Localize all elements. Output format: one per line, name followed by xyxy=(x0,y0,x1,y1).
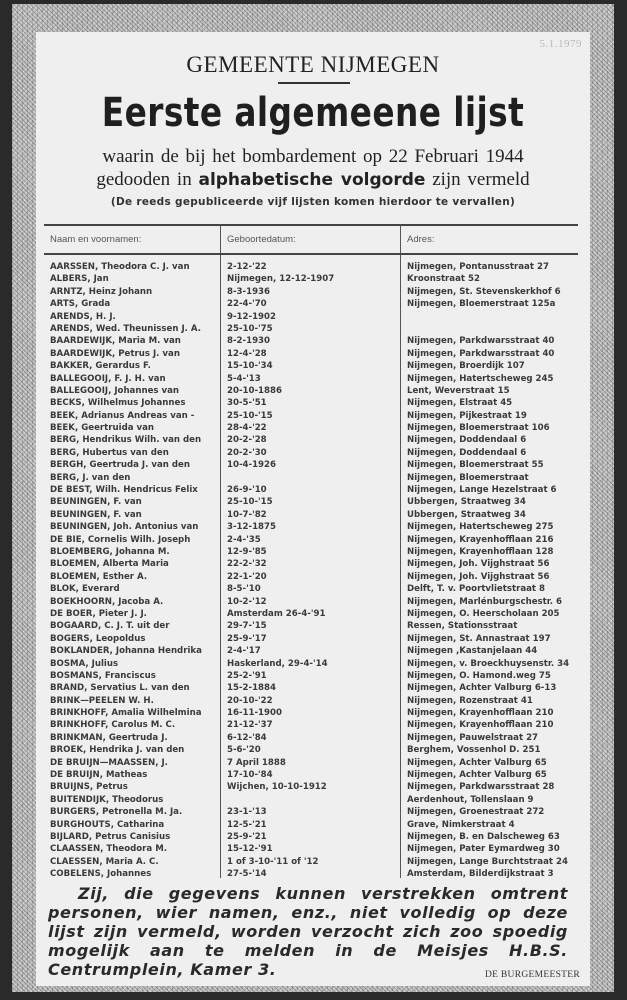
table-row xyxy=(44,794,578,806)
cell-birthdate: 15-10-'34 xyxy=(227,361,273,372)
cell-name: BERG, Hendrikus Wilh. van den xyxy=(50,435,202,446)
table-row xyxy=(44,781,578,793)
cell-address: Aerdenhout, Tollenslaan 9 xyxy=(407,794,534,805)
cell-birthdate: 2-4-'17 xyxy=(227,646,261,657)
cell-address: Ubbergen, Straatweg 34 xyxy=(407,509,526,520)
cell-birthdate: 25-9-'21 xyxy=(227,831,267,842)
table-row xyxy=(44,658,578,670)
cell-birthdate: Wijchen, 10-10-1912 xyxy=(227,782,327,793)
cell-birthdate: 30-5-'51 xyxy=(227,398,267,409)
cell-name: BAKKER, Gerardus F. xyxy=(50,361,151,372)
table-body xyxy=(44,261,578,881)
cell-address: Nijmegen, Hatertscheweg 275 xyxy=(407,522,554,533)
cell-birthdate: 25-2-'91 xyxy=(227,670,267,681)
table-row xyxy=(44,645,578,657)
cell-address: Grave, Nimkerstraat 4 xyxy=(407,819,515,830)
cell-address: Nijmegen, Pontanusstraat 27 xyxy=(407,262,549,272)
cell-address: Nijmegen, Parkdwarsstraat 28 xyxy=(407,782,555,793)
cell-name: BERG, Hubertus van den xyxy=(50,447,169,458)
cell-address: Nijmegen ,Kastanjelaan 44 xyxy=(407,646,538,657)
supersede-note: (De reeds gepubliceerde vijf lijsten komen hierdoor te vervallen) xyxy=(110,196,516,208)
cell-name: BEEK, Geertruida van xyxy=(50,423,155,434)
heading-underline xyxy=(278,82,350,84)
cell-birthdate: Haskerland, 29-4-'14 xyxy=(227,658,328,669)
cell-address: Nijmegen, Achter Valburg 65 xyxy=(407,770,547,781)
cell-name: BEUNINGEN, Joh. Antonius van xyxy=(50,522,199,533)
cell-name: BERGH, Geertruda J. van den xyxy=(50,460,190,471)
cell-address: Nijmegen, Krayenhofflaan 128 xyxy=(407,546,554,557)
cell-address: Nijmegen, Pijkestraat 19 xyxy=(407,410,527,421)
cell-address: Nijmegen, Lange Hezelstraat 6 xyxy=(407,485,557,496)
cell-birthdate: 10-2-'12 xyxy=(227,596,267,607)
table-row xyxy=(44,757,578,769)
table-row xyxy=(44,546,578,558)
table-row xyxy=(44,583,578,595)
table-row xyxy=(44,819,578,831)
cell-name: BOEKHOORN, Jacoba A. xyxy=(50,596,164,607)
cell-name: DE BOER, Pieter J. J. xyxy=(50,608,147,619)
cell-address: Nijmegen, St. Stevenskerkhof 6 xyxy=(407,286,561,297)
table-row xyxy=(44,472,578,484)
table-row xyxy=(44,298,578,310)
table-row xyxy=(44,311,578,323)
table-row xyxy=(44,410,578,422)
cell-birthdate: 22-2-'32 xyxy=(227,559,267,570)
table-row xyxy=(44,856,578,868)
cell-birthdate: 5-4-'13 xyxy=(227,373,261,384)
cell-birthdate: 3-12-1875 xyxy=(227,522,276,533)
cell-name: BRUIJNS, Petrus xyxy=(50,782,128,793)
cell-name: BURGHOUTS, Catharina xyxy=(50,819,165,830)
cell-birthdate: 25-9-'17 xyxy=(227,633,267,644)
cell-birthdate: 25-10-'15 xyxy=(227,410,273,421)
table-row xyxy=(44,707,578,719)
cell-address: Nijmegen, Elstraat 45 xyxy=(407,398,513,409)
cell-name: CLAESSEN, Maria A. C. xyxy=(50,856,159,867)
cell-name: BEUNINGEN, F. van xyxy=(50,497,142,508)
cell-name: ARNTZ, Heinz Johann xyxy=(50,286,153,297)
table-row xyxy=(44,261,578,273)
table-top-rule xyxy=(44,224,578,226)
cell-birthdate: 25-10-'75 xyxy=(227,323,273,334)
cell-birthdate: 12-4-'28 xyxy=(227,348,267,359)
cell-name: BOSMANS, Franciscus xyxy=(50,670,156,681)
cell-name: BLOEMBERG, Johanna M. xyxy=(50,546,170,557)
cell-name: BLOK, Everard xyxy=(50,584,120,595)
cell-birthdate: 22-1-'20 xyxy=(227,571,267,582)
cell-name: BOGERS, Leopoldus xyxy=(50,633,146,644)
cell-address: Nijmegen, Rozenstraat 41 xyxy=(407,695,533,706)
table-row xyxy=(44,719,578,731)
cell-birthdate: 26-9-'10 xyxy=(227,485,267,496)
table-row xyxy=(44,360,578,372)
cell-address: Nijmegen, Broerdijk 107 xyxy=(407,361,525,372)
cell-name: DE BEST, Wilh. Hendricus Felix xyxy=(50,485,198,496)
cell-address: Nijmegen, Parkdwarsstraat 40 xyxy=(407,336,555,347)
table-row xyxy=(44,373,578,385)
cell-birthdate: 2-4-'35 xyxy=(227,534,261,545)
cell-address: Nijmegen, Krayenhofflaan 210 xyxy=(407,708,554,719)
cell-name: ARTS, Grada xyxy=(50,299,111,310)
municipality-heading: GEMEENTE NIJMEGEN xyxy=(186,52,440,77)
table-row xyxy=(44,695,578,707)
cell-name: ARENDS, Wed. Theunissen J. A. xyxy=(50,323,202,334)
cell-birthdate: 27-5-'14 xyxy=(227,869,267,880)
cell-address: Nijmegen, B. en Dalscheweg 63 xyxy=(407,831,560,842)
cell-name: BEUNINGEN, F. van xyxy=(50,509,142,520)
table-row xyxy=(44,422,578,434)
table-header xyxy=(44,234,578,248)
table-row xyxy=(44,447,578,459)
cell-birthdate: 25-10-'15 xyxy=(227,497,273,508)
cell-address: Nijmegen, Pauwelstraat 27 xyxy=(407,732,539,743)
cell-birthdate: 17-10-'84 xyxy=(227,770,273,781)
table-row xyxy=(44,335,578,347)
cell-birthdate: 15-12-'91 xyxy=(227,844,273,855)
cell-address: Ubbergen, Straatweg 34 xyxy=(407,497,526,508)
cell-name: BRAND, Servatius L. van den xyxy=(50,683,190,694)
cell-address: Berghem, Vossenhol D. 251 xyxy=(407,745,541,756)
cell-address: Nijmegen, Marlénburgschestr. 6 xyxy=(407,596,562,607)
column-header-birthdate: Geboortedatum: xyxy=(227,234,296,245)
page-title: Eerste algemeene lijst xyxy=(101,90,525,136)
cell-name: BECKS, Wilhelmus Johannes xyxy=(50,398,186,409)
cell-name: BRINKHOFF, Amalia Wilhelmina xyxy=(50,708,202,719)
table-row xyxy=(44,397,578,409)
table-row xyxy=(44,534,578,546)
cell-birthdate: 7 April 1888 xyxy=(227,757,286,768)
cell-name: ALBERS, Jan xyxy=(50,274,109,285)
table-row xyxy=(44,286,578,298)
cell-address: Nijmegen, Krayenhofflaan 216 xyxy=(407,534,554,545)
cell-address: Nijmegen, v. Broeckhuysenstr. 34 xyxy=(407,658,570,669)
cell-address: Nijmegen, Doddendaal 6 xyxy=(407,435,527,446)
cell-address: Nijmegen, Joh. Vijghstraat 56 xyxy=(407,571,550,582)
table-row xyxy=(44,806,578,818)
table-row xyxy=(44,385,578,397)
table-row xyxy=(44,434,578,446)
cell-name: BERG, J. van den xyxy=(50,472,131,483)
subtitle-pre: gedooden in xyxy=(96,169,192,190)
archive-stamp: 5.1.1979 xyxy=(539,38,582,50)
cell-name: BOKLANDER, Johanna Hendrika xyxy=(50,646,202,657)
cell-name: BROEK, Hendrika J. van den xyxy=(50,745,185,756)
cell-birthdate: 1 of 3-10-'11 of '12 xyxy=(227,856,319,867)
cell-address: Nijmegen, Bloemerstraat 125a xyxy=(407,299,556,310)
cell-birthdate: 12-9-'85 xyxy=(227,546,267,557)
cell-address: Nijmegen, Lange Burchtstraat 24 xyxy=(407,856,568,867)
closing-text: Zij, die gegevens kunnen verstrekken omtrent personen, wier namen, enz., niet volledig op deze lijst zijn vermeld, worden verzocht zich zoo spoedig mogelijk aan te melden in de Meisjes H.B.S. Centrumplein, Kamer 3. xyxy=(48,884,568,979)
cell-name: BRINK—PEELEN W. H. xyxy=(50,695,154,706)
cell-address: Delft, T. v. Poortvlietstraat 8 xyxy=(407,584,546,595)
cell-address: Nijmegen, Groenestraat 272 xyxy=(407,807,545,818)
cell-name: BLOEMEN, Alberta Maria xyxy=(50,559,169,570)
cell-birthdate: 16-11-1900 xyxy=(227,708,282,719)
signature: DE BURGEMEESTER xyxy=(484,970,580,980)
table-row xyxy=(44,744,578,756)
table-row xyxy=(44,571,578,583)
cell-birthdate: 22-4-'70 xyxy=(227,299,267,310)
table-row xyxy=(44,831,578,843)
subtitle-line-1: waarin de bij het bombardement op 22 Februari 1944 xyxy=(102,146,524,167)
cell-name: AARSSEN, Theodora C. J. van xyxy=(50,262,190,272)
cell-name: BRINKMAN, Geertruda J. xyxy=(50,732,168,743)
subtitle-line-2 xyxy=(36,169,590,191)
cell-name: DE BRUIJN, Matheas xyxy=(50,770,148,781)
cell-address: Nijmegen, St. Annastraat 197 xyxy=(407,633,551,644)
cell-name: BAARDEWIJK, Petrus J. van xyxy=(50,348,180,359)
table-row xyxy=(44,682,578,694)
cell-birthdate: 20-10-1886 xyxy=(227,385,282,396)
cell-name: BUITENDIJK, Theodorus xyxy=(50,794,164,805)
cell-name: BALLEGOOIJ, Johannes van xyxy=(50,385,180,396)
cell-name: BEEK, Adrianus Andreas van - xyxy=(50,410,195,421)
cell-name: DE BIE, Cornelis Wilh. Joseph xyxy=(50,534,191,545)
cell-birthdate: 8-5-'10 xyxy=(227,584,261,595)
cell-birthdate: 8-2-1930 xyxy=(227,336,271,347)
table-row xyxy=(44,620,578,632)
cell-name: BURGERS, Petronella M. Ja. xyxy=(50,807,183,818)
table-row xyxy=(44,732,578,744)
cell-birthdate: 23-1-'13 xyxy=(227,807,267,818)
cell-name: BIJLARD, Petrus Canisius xyxy=(50,831,171,842)
cell-birthdate: 20-2-'30 xyxy=(227,447,267,458)
cell-address: Lent, Weverstraat 15 xyxy=(407,385,510,396)
cell-address: Amsterdam, Bilderdijkstraat 3 xyxy=(407,869,554,880)
cell-address: Nijmegen, Bloemerstraat 106 xyxy=(407,423,550,434)
subtitle-bold: alphabetische volgorde xyxy=(198,170,426,190)
cell-address: Nijmegen, Doddendaal 6 xyxy=(407,447,527,458)
closing-notice xyxy=(48,884,568,979)
cell-birthdate: 10-7-'82 xyxy=(227,509,267,520)
cell-address: Nijmegen, Bloemerstraat xyxy=(407,472,529,483)
cell-name: BOGAARD, C. J. T. uit der xyxy=(50,621,170,632)
cell-birthdate: 6-12-'84 xyxy=(227,732,267,743)
column-header-name: Naam en voornamen: xyxy=(50,234,142,245)
document-page xyxy=(36,32,590,986)
table-row xyxy=(44,843,578,855)
cell-address: Ressen, Stationsstraat xyxy=(407,621,518,632)
cell-name: BRINKHOFF, Carolus M. C. xyxy=(50,720,176,731)
cell-address: Nijmegen, Joh. Vijghstraat 56 xyxy=(407,559,550,570)
table-header-rule xyxy=(44,253,578,255)
column-header-address: Adres: xyxy=(407,234,435,245)
table-row xyxy=(44,509,578,521)
cell-address: Nijmegen, Achter Valburg 65 xyxy=(407,757,547,768)
table-row xyxy=(44,608,578,620)
cell-name: ARENDS, H. J. xyxy=(50,311,116,322)
cell-address: Nijmegen, O. Hamond.weg 75 xyxy=(407,670,551,681)
cell-address: Nijmegen, Pater Eymardweg 30 xyxy=(407,844,560,855)
cell-birthdate: 20-2-'28 xyxy=(227,435,267,446)
table-row xyxy=(44,769,578,781)
cell-birthdate: 29-7-'15 xyxy=(227,621,267,632)
table-row xyxy=(44,521,578,533)
cell-birthdate: Amsterdam 26-4-'91 xyxy=(227,608,326,619)
cell-birthdate: Nijmegen, 12-12-1907 xyxy=(227,274,335,285)
cell-address: Nijmegen, Achter Valburg 6-13 xyxy=(407,683,557,694)
cell-birthdate: 5-6-'20 xyxy=(227,745,261,756)
cell-birthdate: 21-12-'37 xyxy=(227,720,273,731)
cell-birthdate: 20-10-'22 xyxy=(227,695,273,706)
cell-address: Nijmegen, Parkdwarsstraat 40 xyxy=(407,348,555,359)
cell-name: DE BRUIJN—MAASSEN, J. xyxy=(50,757,168,768)
cell-birthdate: 12-5-'21 xyxy=(227,819,267,830)
table-row xyxy=(44,323,578,335)
cell-address: Nijmegen, Krayenhofflaan 210 xyxy=(407,720,554,731)
cell-name: CLAASSEN, Theodora M. xyxy=(50,844,168,855)
cell-birthdate: 8-3-1936 xyxy=(227,286,271,297)
cell-address: Nijmegen, Bloemerstraat 55 xyxy=(407,460,544,471)
cell-name: COBELENS, Johannes xyxy=(50,869,152,880)
table-row xyxy=(44,348,578,360)
table-row xyxy=(44,558,578,570)
cell-birthdate: 15-2-1884 xyxy=(227,683,276,694)
cell-name: BOSMA, Julius xyxy=(50,658,119,669)
cell-name: BALLEGOOIJ, F. J. H. van xyxy=(50,373,166,384)
table-row xyxy=(44,496,578,508)
subtitle-post: zijn vermeld xyxy=(432,169,530,190)
cell-birthdate: 10-4-1926 xyxy=(227,460,276,471)
table-row xyxy=(44,484,578,496)
table-row xyxy=(44,868,578,880)
cell-address: Kroonstraat 52 xyxy=(407,274,480,285)
cell-birthdate: 9-12-1902 xyxy=(227,311,276,322)
cell-birthdate: 28-4-'22 xyxy=(227,423,267,434)
cell-address: Nijmegen, O. Heerscholaan 205 xyxy=(407,608,560,619)
cell-name: BAARDEWIJK, Maria M. van xyxy=(50,336,181,347)
table-row xyxy=(44,596,578,608)
table-row xyxy=(44,459,578,471)
cell-address: Nijmegen, Hatertscheweg 245 xyxy=(407,373,554,384)
table-row xyxy=(44,273,578,285)
cell-name: BLOEMEN, Esther A. xyxy=(50,571,148,582)
table-row xyxy=(44,670,578,682)
cell-birthdate: 2-12-'22 xyxy=(227,262,267,272)
table-row xyxy=(44,633,578,645)
